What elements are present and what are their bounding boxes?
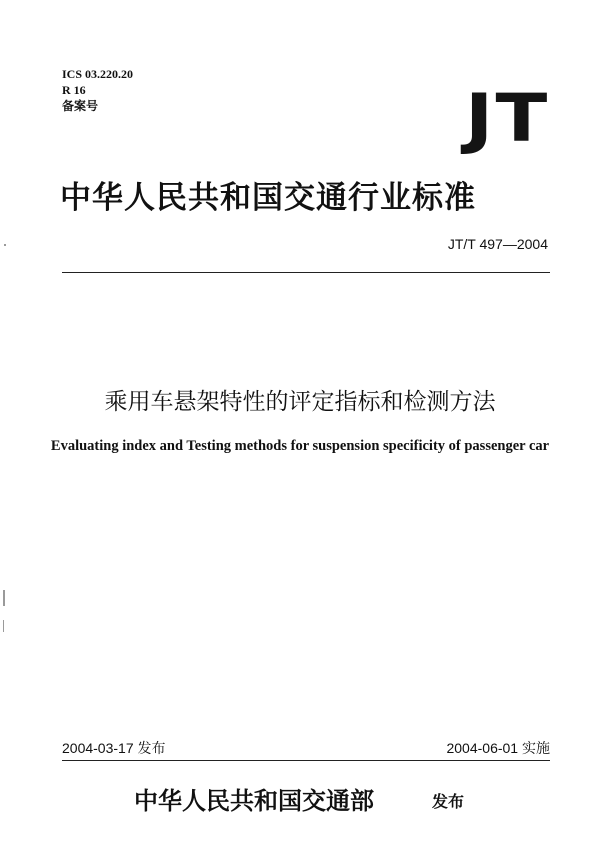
issuing-authority: 中华人民共和国交通部	[134, 786, 374, 815]
scan-margin-mark	[3, 590, 5, 606]
scan-margin-mark	[3, 620, 4, 632]
bottom-divider	[62, 760, 550, 761]
document-title-en: Evaluating index and Testing methods for suspension specificity of passenger car	[50, 438, 550, 454]
document-title-zh: 乘用车悬架特性的评定指标和检测方法	[104, 389, 496, 415]
ics-code: ICS 03.220.20	[62, 67, 134, 81]
filing-number-label: 备案号	[62, 99, 99, 113]
effective-date: 2004-06-01 实施	[446, 740, 550, 756]
issue-date: 2004-03-17 发布	[62, 740, 166, 756]
publish-label: 发布	[432, 792, 465, 811]
organization-title: 中华人民共和国交通行业标准	[60, 180, 476, 216]
scan-margin-mark	[4, 244, 6, 246]
category-code: R 16	[62, 83, 86, 97]
top-divider	[62, 272, 550, 273]
standard-number: JT/T 497—2004	[447, 236, 548, 252]
classification-block	[62, 66, 133, 114]
jt-logo: JT	[465, 80, 550, 157]
